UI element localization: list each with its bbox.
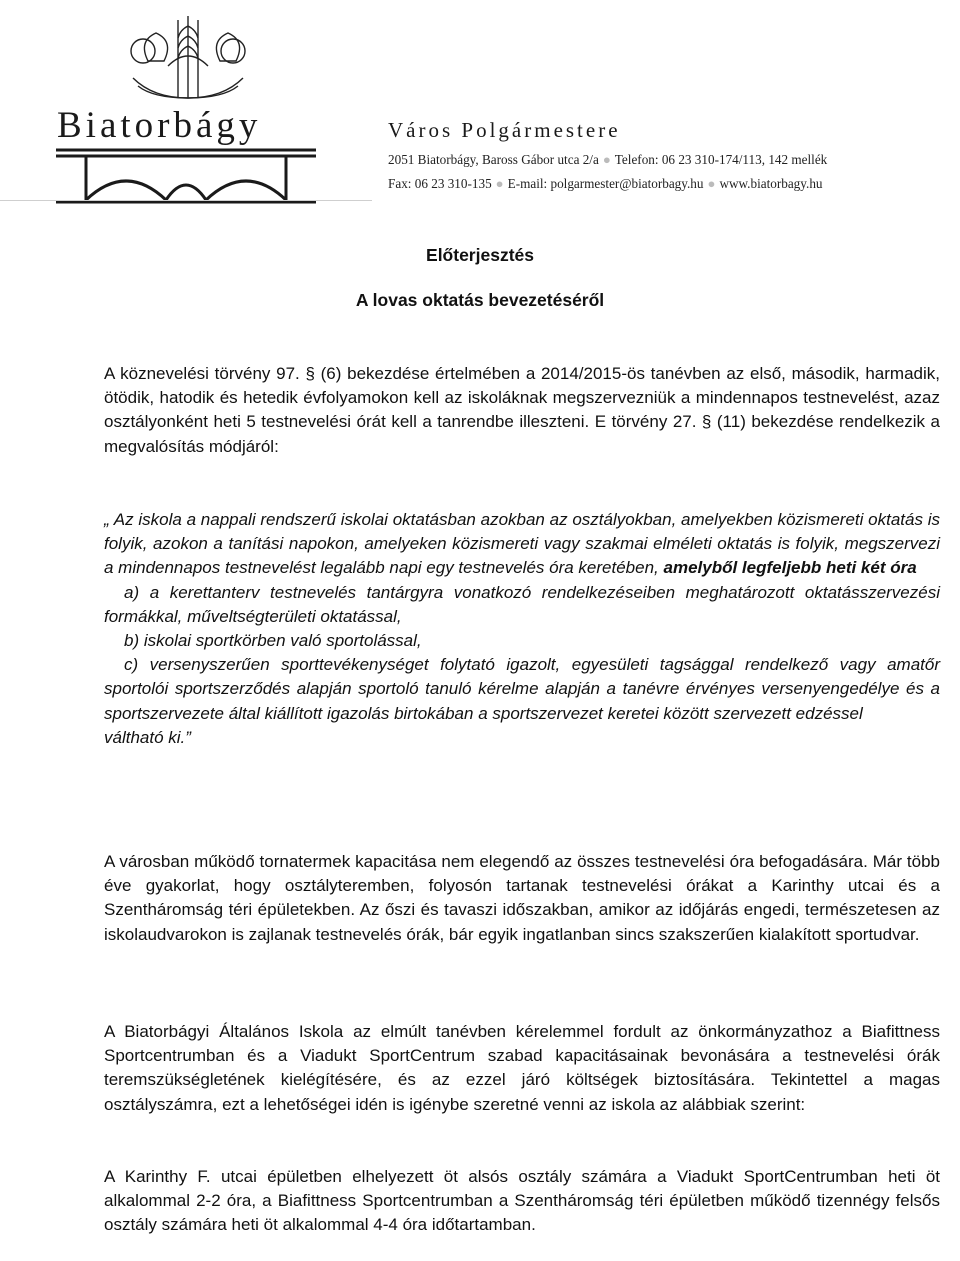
document-subject: A lovas oktatás bevezetéséről [355, 290, 605, 310]
website[interactable]: www.biatorbagy.hu [719, 176, 823, 191]
fax: Fax: 06 23 310-135 [388, 176, 492, 191]
paragraph-schedule: A Karinthy F. utcai épületben elhelyezett öt alsós osztály számára a Viadukt SportCentrumban heti öt alkalommal 2-2 óra, a Biafittness Sportcentrumban a Szentháromság téri épületben működő tizennégy felsős osztály számára heti öt alkalommal 4-4 óra időtartamban. [104, 1167, 940, 1235]
email[interactable]: E-mail: polgarmester@biatorbagy.hu [507, 176, 704, 191]
separator-dot-icon: ● [495, 176, 504, 191]
paragraph-gym-capacity: A városban működő tornatermek kapacitása nem elegendő az összes testnevelési óra befogadására. Már több éve gyakorlat, hogy osztályteremben, folyosón tartanak testnevelési órákat a Karinthy utcai és a Szentháromság téri épületekben. Az őszi és tavaszi időszakban, amikor az időjárás engedi, természetesen az iskolaudvarokon is zajlanak testnevelés órák, bár egyik ingatlanban sincs szakszerűen kialakított sportudvar. [104, 852, 940, 944]
law-quote [104, 508, 940, 750]
quote-item-b: b) iskolai sportkörben való sportolással, [124, 631, 422, 651]
quote-intro-bold: amelyből legfeljebb heti két óra [663, 558, 917, 578]
contact-line-2 [388, 176, 823, 192]
letterhead [0, 0, 960, 210]
separator-dot-icon: ● [602, 152, 611, 167]
quote-closing: váltható ki.” [104, 727, 191, 747]
quote-item-c: c) versenyszerűen sporttevékenységet folytató igazolt, egyesületi tagsággal rendelkező vagy amatőr sportolói sportszerződés alapján sportoló tanuló kérelme alapján a tanévre érvényes versenyengedélye és a sportszervezete által kiállított igazolás birtokában a sportszervezet keretei között szervezett edzéssel [104, 655, 940, 723]
document-type-title: Előterjesztés [426, 245, 534, 265]
address: 2051 Biatorbágy, Baross Gábor utca 2/a [388, 152, 599, 167]
contact-line-1 [388, 152, 827, 168]
phone: Telefon: 06 23 310-174/113, 142 mellék [614, 152, 828, 167]
separator-dot-icon: ● [707, 176, 716, 191]
quote-intro: „ Az iskola a nappali rendszerű iskolai oktatásban azokban az osztályokban, amelyekben közismereti oktatás is folyik, azokon a tanítási napokon, amelyeken közismereti vagy szakmai elméleti oktatás is folyik, megszervezi a mindennapos testnevelést legalább napi egy testnevelés óra keretében, amelyből legfeljebb heti két óra [104, 510, 940, 578]
paragraph-legal-basis: A köznevelési törvény 97. § (6) bekezdése értelmében a 2014/2015-ös tanévben az első, második, harmadik, ötödik, hatodik és hetedik évfolyamokon kell az iskoláknak megszervezniük a mindennapos testnevelést, azaz osztályonként heti 5 testnevelési órát kell a tanrendbe illeszteni. E törvény 27. § (11) bekezdése rendelkezik a megvalósítás módjáról: [104, 364, 940, 456]
quote-item-a: a) a kerettanterv testnevelés tantárgyra vonatkozó rendelkezéseiben meghatározott oktatásszervezési formákkal, műveltségterületi oktatással, [104, 582, 940, 626]
header-divider [0, 200, 372, 201]
office-title: Város Polgármestere [388, 118, 621, 142]
quote-list [104, 581, 940, 726]
coat-of-arms-icon [118, 6, 258, 106]
paragraph-school-request: A Biatorbágyi Általános Iskola az elmúlt tanévben kérelemmel fordult az önkormányzathoz a Biafittness Sportcentrumban és a Viadukt SportCentrum szabad kapacitásainak bevonására a testnevelési órák teremszükségletének kielégítésére, és az ezzel járó költségek biztosítására. Tekintettel a magas osztályszámra, ezt a lehetőségei idén is igénybe szeretné venni az iskola az alábbiak szerint: [104, 1022, 940, 1114]
city-name-logo: Biatorbágy [57, 105, 262, 146]
